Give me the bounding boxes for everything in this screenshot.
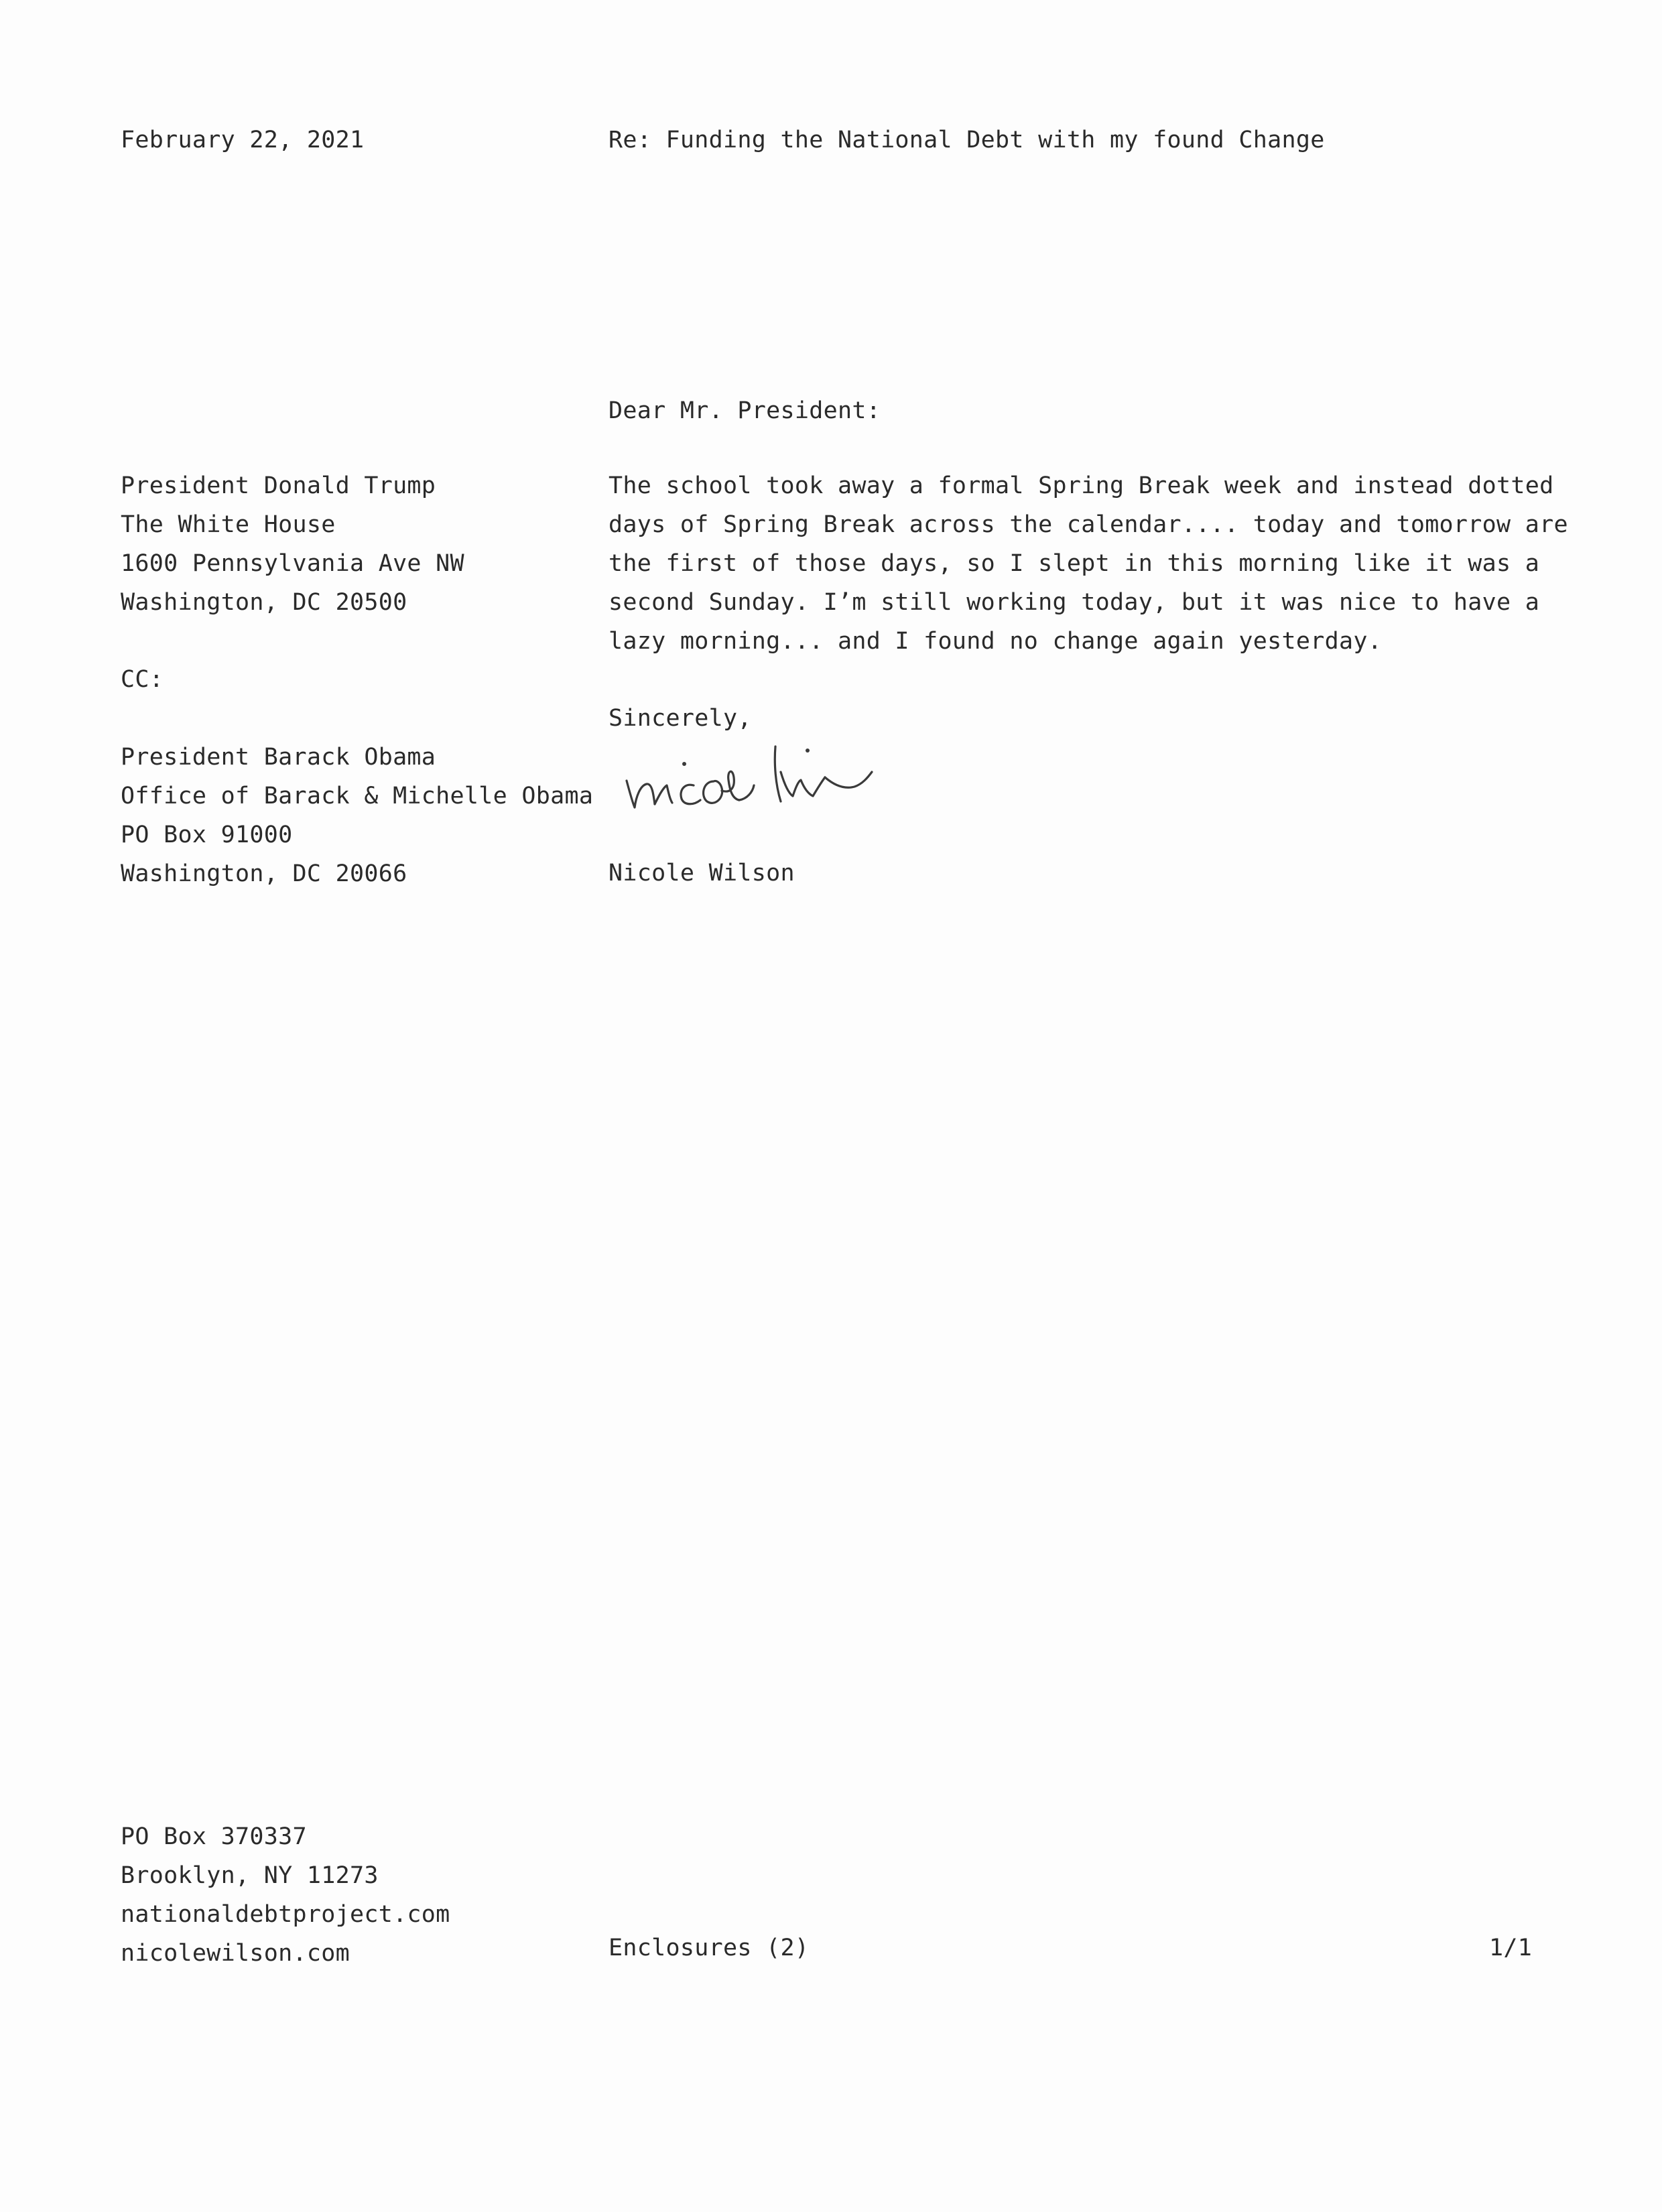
page-number: 1/1	[1489, 1935, 1533, 1961]
cc-label: CC:	[121, 666, 164, 693]
body-line: days of Spring Break across the calendar.... today and tomorrow are	[609, 511, 1568, 538]
recipient-address	[121, 466, 464, 622]
sender-line: Brooklyn, NY 11273	[121, 1862, 379, 1889]
letter-body	[609, 466, 1568, 661]
body-line: second Sunday. I’m still working today, but it was nice to have a	[609, 589, 1540, 616]
sender-line: PO Box 370337	[121, 1823, 307, 1850]
sender-line: nationaldebtproject.com	[121, 1901, 450, 1928]
body-line: The school took away a formal Spring Break week and instead dotted	[609, 472, 1554, 499]
recipient-line: 1600 Pennsylvania Ave NW	[121, 550, 464, 577]
salutation: Dear Mr. President:	[609, 397, 881, 424]
cc-line: Office of Barack & Michelle Obama	[121, 783, 594, 809]
cc-line: PO Box 91000	[121, 822, 293, 848]
signer-name: Nicole Wilson	[609, 860, 795, 887]
sender-address	[121, 1817, 450, 1973]
body-line: lazy morning... and I found no change again yesterday.	[609, 628, 1383, 655]
cc-address	[121, 738, 593, 893]
letter-subject: Re: Funding the National Debt with my found Change	[609, 127, 1325, 153]
recipient-line: Washington, DC 20500	[121, 589, 407, 616]
recipient-line: The White House	[121, 511, 336, 538]
body-line: the first of those days, so I slept in this morning like it was a	[609, 550, 1540, 577]
sender-line: nicolewilson.com	[121, 1940, 350, 1967]
enclosures-note: Enclosures (2)	[609, 1935, 810, 1961]
cc-line: Washington, DC 20066	[121, 860, 407, 887]
closing: Sincerely,	[609, 705, 752, 732]
recipient-line: President Donald Trump	[121, 472, 436, 499]
handwritten-signature	[620, 724, 948, 831]
cc-line: President Barack Obama	[121, 744, 436, 771]
letter-date: February 22, 2021	[121, 127, 365, 153]
